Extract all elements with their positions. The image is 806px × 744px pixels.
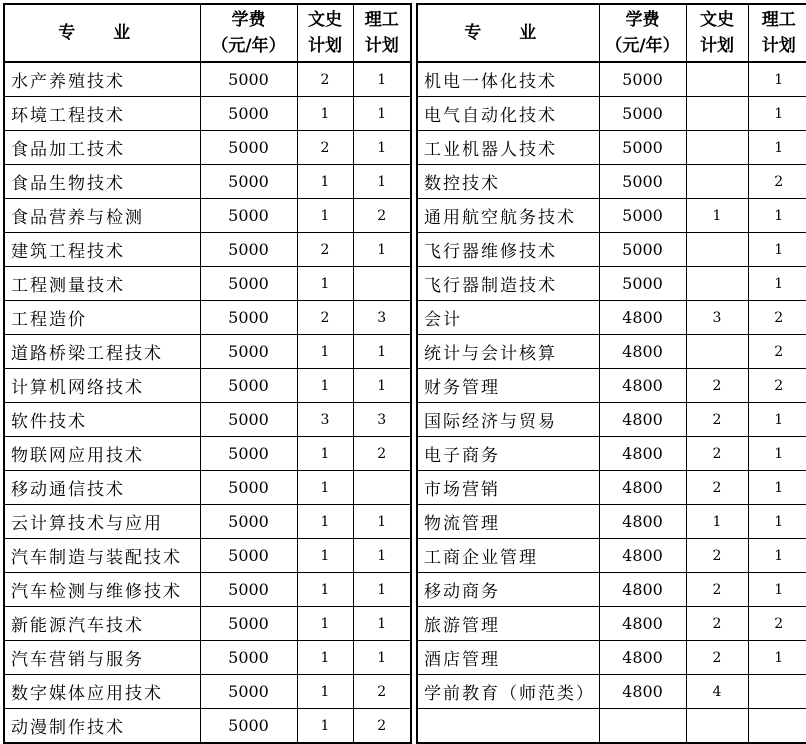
table-row	[417, 62, 806, 97]
right-table-body	[417, 62, 806, 743]
tuition-cell: 5000	[599, 199, 686, 233]
major-name-cell: 数控技术	[417, 165, 599, 199]
table-row	[417, 233, 806, 267]
science-plan-cell: 2	[353, 709, 411, 744]
tuition-cell: 5000	[200, 335, 297, 369]
major-name-cell: 通用航空航务技术	[417, 199, 599, 233]
major-name-cell: 工业机器人技术	[417, 131, 599, 165]
science-plan-cell: 1	[353, 131, 411, 165]
arts-plan-cell: 3	[686, 301, 748, 335]
arts-plan-cell	[686, 97, 748, 131]
tuition-cell: 4800	[599, 437, 686, 471]
arts-plan-cell	[686, 709, 748, 744]
table-row	[4, 437, 411, 471]
arts-plan-cell: 2	[686, 573, 748, 607]
science-plan-cell: 1	[748, 131, 806, 165]
science-plan-cell: 1	[748, 199, 806, 233]
enrollment-plan-tables	[3, 3, 803, 737]
table-row	[417, 709, 806, 744]
major-name-cell: 飞行器维修技术	[417, 233, 599, 267]
tuition-cell: 5000	[200, 403, 297, 437]
science-plan-cell: 2	[748, 165, 806, 199]
science-plan-cell: 1	[748, 267, 806, 301]
tuition-cell: 5000	[599, 97, 686, 131]
arts-plan-cell: 1	[686, 505, 748, 539]
major-name-cell: 工程测量技术	[4, 267, 200, 301]
science-plan-cell	[353, 267, 411, 301]
left-table-body	[4, 62, 411, 743]
table-row	[417, 539, 806, 573]
tuition-cell: 4800	[599, 301, 686, 335]
major-name-cell: 市场营销	[417, 471, 599, 505]
science-plan-cell: 1	[353, 369, 411, 403]
science-plan-cell: 1	[353, 335, 411, 369]
arts-plan-cell: 1	[297, 607, 353, 641]
right-major-table	[416, 3, 806, 744]
arts-plan-cell	[686, 335, 748, 369]
table-row	[417, 369, 806, 403]
science-plan-cell: 1	[748, 573, 806, 607]
arts-plan-cell: 1	[297, 437, 353, 471]
table-row	[417, 505, 806, 539]
tuition-cell: 5000	[599, 62, 686, 97]
tuition-cell: 5000	[200, 505, 297, 539]
major-name-cell: 环境工程技术	[4, 97, 200, 131]
major-name-cell: 食品加工技术	[4, 131, 200, 165]
table-row	[4, 165, 411, 199]
arts-plan-cell: 1	[297, 97, 353, 131]
arts-plan-cell	[686, 267, 748, 301]
major-name-cell: 建筑工程技术	[4, 233, 200, 267]
major-name-cell: 飞行器制造技术	[417, 267, 599, 301]
science-plan-cell: 1	[353, 607, 411, 641]
science-plan-cell	[748, 675, 806, 709]
arts-plan-cell: 3	[297, 403, 353, 437]
major-name-cell: 动漫制作技术	[4, 709, 200, 744]
major-name-cell: 汽车制造与装配技术	[4, 539, 200, 573]
left-header-row	[4, 4, 411, 62]
table-row	[417, 437, 806, 471]
arts-plan-cell: 1	[297, 675, 353, 709]
header-science-plan: 理工 计划	[353, 4, 411, 62]
major-name-cell: 新能源汽车技术	[4, 607, 200, 641]
major-name-cell: 食品营养与检测	[4, 199, 200, 233]
major-name-cell: 机电一体化技术	[417, 62, 599, 97]
major-name-cell: 数字媒体应用技术	[4, 675, 200, 709]
arts-plan-cell: 1	[297, 199, 353, 233]
major-name-cell: 酒店管理	[417, 641, 599, 675]
table-row	[4, 641, 411, 675]
arts-plan-cell: 2	[686, 369, 748, 403]
science-plan-cell: 3	[353, 301, 411, 335]
tuition-cell: 5000	[599, 233, 686, 267]
tuition-cell: 4800	[599, 573, 686, 607]
tuition-cell: 5000	[599, 267, 686, 301]
major-name-cell: 电子商务	[417, 437, 599, 471]
tuition-cell: 5000	[200, 131, 297, 165]
major-name-cell: 汽车检测与维修技术	[4, 573, 200, 607]
major-name-cell: 会计	[417, 301, 599, 335]
tuition-cell: 5000	[200, 233, 297, 267]
header-major: 专 业	[4, 4, 200, 62]
tuition-cell: 5000	[200, 709, 297, 744]
table-row	[4, 675, 411, 709]
arts-plan-cell	[686, 62, 748, 97]
science-plan-cell: 1	[748, 471, 806, 505]
major-name-cell: 软件技术	[4, 403, 200, 437]
table-row	[4, 233, 411, 267]
science-plan-cell: 1	[353, 505, 411, 539]
tuition-cell: 5000	[200, 471, 297, 505]
table-row	[4, 62, 411, 97]
science-plan-cell: 1	[748, 505, 806, 539]
major-name-cell: 财务管理	[417, 369, 599, 403]
arts-plan-cell: 1	[297, 267, 353, 301]
table-row	[4, 369, 411, 403]
science-plan-cell: 1	[353, 641, 411, 675]
major-name-cell: 工商企业管理	[417, 539, 599, 573]
table-row	[4, 471, 411, 505]
arts-plan-cell: 1	[297, 539, 353, 573]
arts-plan-cell: 1	[297, 335, 353, 369]
table-row	[417, 301, 806, 335]
table-row	[4, 505, 411, 539]
tuition-cell: 4800	[599, 369, 686, 403]
header-fee: 学费 （元/年）	[599, 4, 686, 62]
tuition-cell: 5000	[200, 301, 297, 335]
science-plan-cell	[353, 471, 411, 505]
science-plan-cell: 1	[353, 539, 411, 573]
header-arts-plan: 文史 计划	[686, 4, 748, 62]
major-name-cell: 计算机网络技术	[4, 369, 200, 403]
table-row	[417, 403, 806, 437]
arts-plan-cell: 2	[686, 437, 748, 471]
table-row	[4, 539, 411, 573]
science-plan-cell: 2	[353, 437, 411, 471]
science-plan-cell: 1	[748, 233, 806, 267]
major-name-cell: 物联网应用技术	[4, 437, 200, 471]
arts-plan-cell: 2	[686, 403, 748, 437]
science-plan-cell: 1	[748, 641, 806, 675]
arts-plan-cell: 1	[297, 369, 353, 403]
table-row	[417, 675, 806, 709]
table-row	[417, 335, 806, 369]
tuition-cell: 5000	[200, 267, 297, 301]
major-name-cell: 电气自动化技术	[417, 97, 599, 131]
tuition-cell: 5000	[599, 131, 686, 165]
science-plan-cell: 1	[353, 233, 411, 267]
major-name-cell: 食品生物技术	[4, 165, 200, 199]
major-name-cell	[417, 709, 599, 744]
science-plan-cell: 2	[353, 199, 411, 233]
science-plan-cell: 1	[748, 539, 806, 573]
table-row	[417, 641, 806, 675]
science-plan-cell: 2	[748, 301, 806, 335]
arts-plan-cell: 2	[686, 539, 748, 573]
arts-plan-cell: 2	[686, 641, 748, 675]
arts-plan-cell: 4	[686, 675, 748, 709]
major-name-cell: 云计算技术与应用	[4, 505, 200, 539]
arts-plan-cell: 2	[297, 233, 353, 267]
science-plan-cell: 1	[353, 573, 411, 607]
arts-plan-cell: 1	[297, 709, 353, 744]
header-science-plan: 理工 计划	[748, 4, 806, 62]
major-name-cell: 道路桥梁工程技术	[4, 335, 200, 369]
table-row	[4, 97, 411, 131]
science-plan-cell: 1	[748, 97, 806, 131]
tuition-cell: 5000	[200, 62, 297, 97]
right-header-row	[417, 4, 806, 62]
arts-plan-cell: 2	[297, 301, 353, 335]
table-row	[417, 131, 806, 165]
table-row	[4, 573, 411, 607]
science-plan-cell: 1	[353, 62, 411, 97]
major-name-cell: 工程造价	[4, 301, 200, 335]
science-plan-cell: 2	[748, 607, 806, 641]
tuition-cell: 5000	[200, 165, 297, 199]
arts-plan-cell: 1	[686, 199, 748, 233]
table-row	[4, 335, 411, 369]
table-row	[417, 199, 806, 233]
science-plan-cell: 2	[748, 335, 806, 369]
table-row	[4, 709, 411, 744]
major-name-cell: 物流管理	[417, 505, 599, 539]
tuition-cell: 4800	[599, 505, 686, 539]
header-fee: 学费 （元/年）	[200, 4, 297, 62]
science-plan-cell: 3	[353, 403, 411, 437]
major-name-cell: 移动通信技术	[4, 471, 200, 505]
table-row	[417, 267, 806, 301]
tuition-cell: 4800	[599, 471, 686, 505]
major-name-cell: 水产养殖技术	[4, 62, 200, 97]
table-row	[4, 267, 411, 301]
arts-plan-cell	[686, 233, 748, 267]
tuition-cell: 4800	[599, 403, 686, 437]
table-row	[4, 403, 411, 437]
tuition-cell: 4800	[599, 607, 686, 641]
major-name-cell: 国际经济与贸易	[417, 403, 599, 437]
tuition-cell	[599, 709, 686, 744]
science-plan-cell: 1	[353, 165, 411, 199]
left-major-table	[3, 3, 412, 744]
tuition-cell: 5000	[200, 369, 297, 403]
arts-plan-cell: 2	[686, 471, 748, 505]
table-row	[417, 165, 806, 199]
table-row	[417, 471, 806, 505]
tuition-cell: 4800	[599, 335, 686, 369]
table-row	[4, 199, 411, 233]
tuition-cell: 5000	[200, 675, 297, 709]
header-major: 专 业	[417, 4, 599, 62]
arts-plan-cell: 1	[297, 573, 353, 607]
science-plan-cell: 1	[748, 437, 806, 471]
major-name-cell: 学前教育（师范类）	[417, 675, 599, 709]
tuition-cell: 5000	[599, 165, 686, 199]
tuition-cell: 4800	[599, 675, 686, 709]
arts-plan-cell: 2	[686, 607, 748, 641]
science-plan-cell: 1	[353, 97, 411, 131]
arts-plan-cell	[686, 165, 748, 199]
major-name-cell: 移动商务	[417, 573, 599, 607]
tuition-cell: 5000	[200, 199, 297, 233]
table-row	[4, 301, 411, 335]
tuition-cell: 5000	[200, 97, 297, 131]
tuition-cell: 5000	[200, 437, 297, 471]
table-row	[417, 607, 806, 641]
table-row	[417, 97, 806, 131]
arts-plan-cell	[686, 131, 748, 165]
major-name-cell: 汽车营销与服务	[4, 641, 200, 675]
tuition-cell: 5000	[200, 539, 297, 573]
science-plan-cell	[748, 709, 806, 744]
science-plan-cell: 1	[748, 62, 806, 97]
arts-plan-cell: 1	[297, 471, 353, 505]
science-plan-cell: 1	[748, 403, 806, 437]
tuition-cell: 5000	[200, 607, 297, 641]
science-plan-cell: 2	[353, 675, 411, 709]
arts-plan-cell: 2	[297, 62, 353, 97]
table-row	[4, 131, 411, 165]
tuition-cell: 4800	[599, 539, 686, 573]
tuition-cell: 5000	[200, 573, 297, 607]
arts-plan-cell: 2	[297, 131, 353, 165]
tuition-cell: 5000	[200, 641, 297, 675]
major-name-cell: 统计与会计核算	[417, 335, 599, 369]
table-row	[4, 607, 411, 641]
arts-plan-cell: 1	[297, 505, 353, 539]
tuition-cell: 4800	[599, 641, 686, 675]
arts-plan-cell: 1	[297, 641, 353, 675]
table-row	[417, 573, 806, 607]
header-arts-plan: 文史 计划	[297, 4, 353, 62]
science-plan-cell: 2	[748, 369, 806, 403]
arts-plan-cell: 1	[297, 165, 353, 199]
major-name-cell: 旅游管理	[417, 607, 599, 641]
